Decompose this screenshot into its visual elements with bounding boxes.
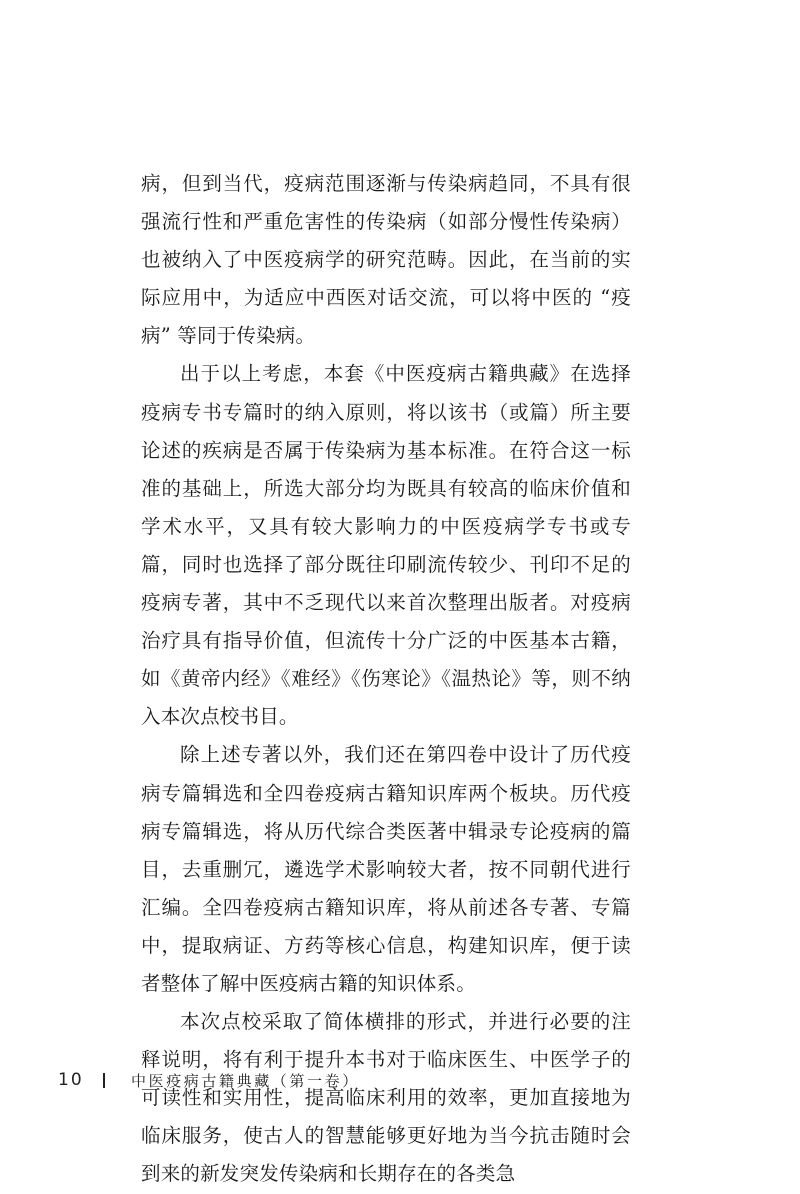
body-paragraph: 除上述专著以外，我们还在第四卷中设计了历代疫病专篇辑选和全四卷疫病古籍知识库两个板块。历代疫病专篇辑选，将从历代综合类医著中辑录专论疫病的篇目，去重删冗，遴选学术影响较大者，按不同朝代进行汇编。全四卷疫病古籍知识库，将从前述各专著、专篇中，提取病证、方药等核心信息，构建知识库，便于读者整体了解中医疫病古籍的知识体系。 bbox=[141, 743, 631, 995]
page-body bbox=[141, 165, 631, 1194]
body-paragraph: 病，但到当代，疫病范围逐渐与传染病趋同，不具有很强流行性和严重危害性的传染病（如部分慢性传染病）也被纳入了中医疫病学的研究范畴。因此，在当前的实际应用中，为适应中西医对话交流，可以将中医的 “疫病” 等同于传染病。 bbox=[141, 172, 631, 348]
page-footer bbox=[58, 1068, 360, 1092]
body-paragraph: 出于以上考虑，本套《中医疫病古籍典藏》在选择疫病专书专篇时的纳入原则，将以该书（或篇）所主要论述的疾病是否属于传染病为基本标准。在符合这一标准的基础上，所选大部分均为既具有较高的临床价值和学术水平，又具有较大影响力的中医疫病学专书或专篇，同时也选择了部分既往印刷流传较少、刊印不足的疫病专著，其中不乏现代以来首次整理出版者。对疫病治疗具有指导价值，但流传十分广泛的中医基本古籍，如《黄帝内经》《难经》《伤寒论》《温热论》等，则不纳入本次点校书目。 bbox=[141, 362, 631, 729]
page-number: 10 bbox=[58, 1070, 84, 1090]
footer-divider bbox=[103, 1073, 105, 1088]
running-title: 中医疫病古籍典藏（第一卷） bbox=[131, 1071, 360, 1090]
body-paragraph: 本次点校采取了简体横排的形式，并进行必要的注释说明，将有利于提升本书对于临床医生、中医学子的可读性和实用性，提高临床利用的效率，更加直接地为临床服务，使古人的智慧能够更好地为当今抗击随时会到来的新发突发传染病和长期存在的各类急 bbox=[141, 1010, 631, 1186]
